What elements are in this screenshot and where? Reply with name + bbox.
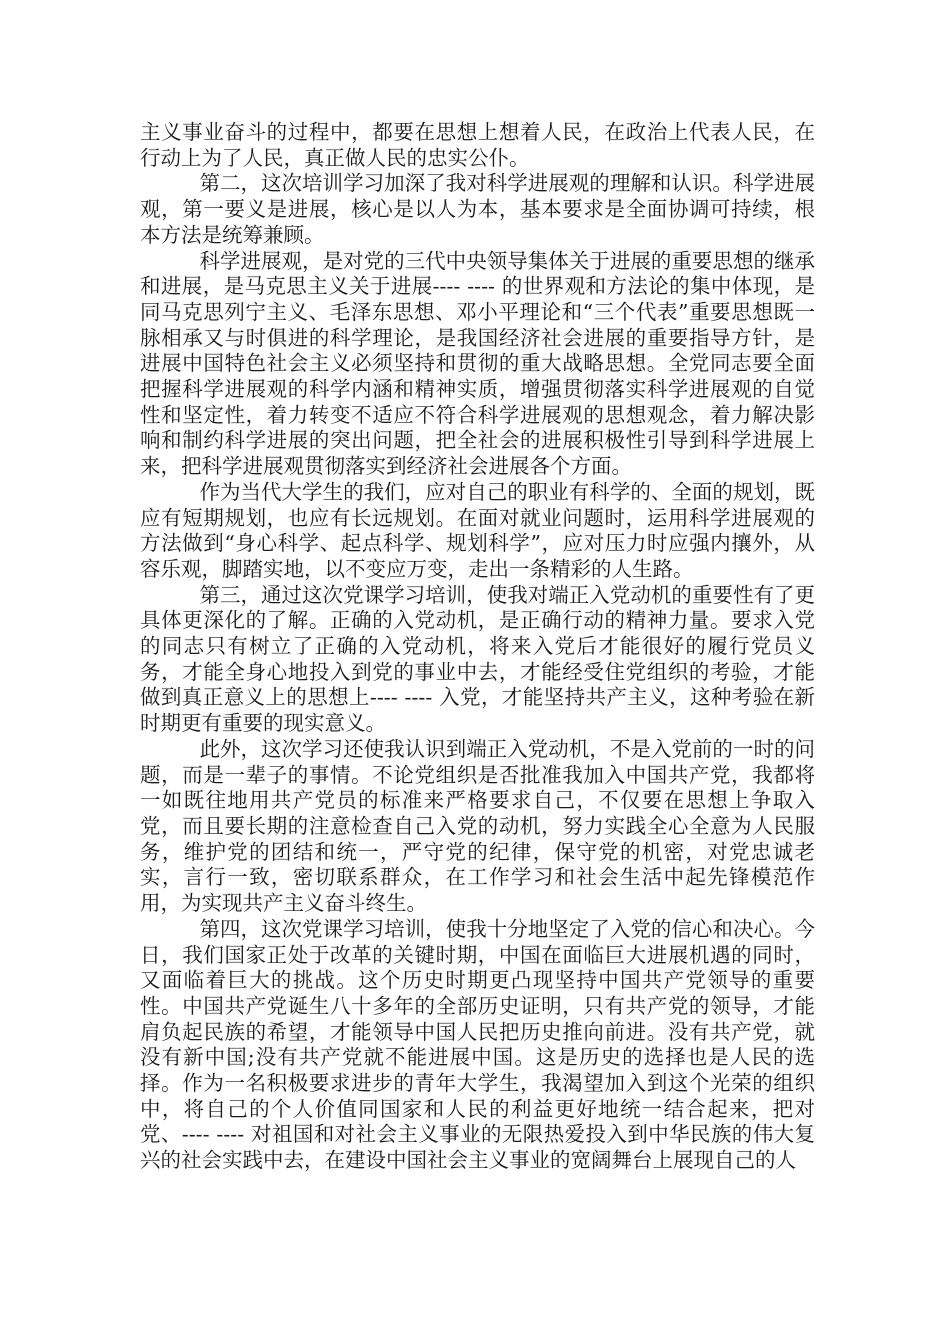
paragraph-5: 第三，通过这次党课学习培训，使我对端正入党动机的重要性有了更具体更深化的了解。正确的入党动机，是正确行动的精神力量。要求入党的同志只有树立了正确的入党动机，将来入党后才能很好的履行党员义务，才能全身心地投入到党的事业中去，才能经受住党组织的考验，才能做到真正意义上的思想上---- ---- 入党，才能坚持共产主义，这种考验在新时期更有重要的现实意义。 [140, 582, 815, 736]
paragraph-7: 第四，这次党课学习培训，使我十分地坚定了入党的信心和决心。今日，我们国家正处于改革的关键时期，中国在面临巨大进展机遇的同时，又面临着巨大的挑战。这个历史时期更凸现坚持中国共产党领导的重要性。中国共产党诞生八十多年的全部历史证明，只有共产党的领导，才能肩负起民族的希望，才能领导中国人民把历史推向前进。没有共产党，就没有新中国;没有共产党就不能进展中国。这是历史的选择也是人民的选择。作为一名积极要求进步的青年大学生，我渴望加入到这个光荣的组织中，将自己的个人价值同国家和人民的利益更好地统一结合起来，把对党、---- ---- 对祖国和对社会主义事业的无限热爱投入到中华民族的伟大复兴的社会实践中去，在建设中国社会主义事业的宽阔舞台上展现自己的人 [140, 916, 815, 1173]
document-page [140, 120, 815, 1174]
paragraph-6: 此外，这次学习还使我认识到端正入党动机，不是入党前的一时的问题，而是一辈子的事情。不论党组织是否批准我加入中国共产党，我都将一如既往地用共产党员的标准来严格要求自己，不仅要在思想上争取入党，而且要长期的注意检查自己入党的动机，努力实践全心全意为人民服务，维护党的团结和统一，严守党的纪律，保守党的机密，对党忠诚老实，言行一致，密切联系群众，在工作学习和社会生活中起先锋模范作用，为实现共产主义奋斗终生。 [140, 736, 815, 916]
paragraph-4: 作为当代大学生的我们，应对自己的职业有科学的、全面的规划，既应有短期规划，也应有长远规划。在面对就业问题时，运用科学进展观的方法做到“身心科学、起点科学、规划科学”，应对压力时应强内攘外，从容乐观，脚踏实地，以不变应万变，走出一条精彩的人生路。 [140, 479, 815, 581]
paragraph-2: 第二，这次培训学习加深了我对科学进展观的理解和认识。科学进展观，第一要义是进展，核心是以人为本，基本要求是全面协调可持续，根本方法是统筹兼顾。 [140, 171, 815, 247]
paragraph-1: 主义事业奋斗的过程中，都要在思想上想着人民，在政治上代表人民，在行动上为了人民，真正做人民的忠实公仆。 [140, 120, 815, 170]
paragraph-3: 科学进展观，是对党的三代中央领导集体关于进展的重要思想的继承和进展，是马克思主义关于进展---- ---- 的世界观和方法论的集中体现，是同马克思列宁主义、毛泽东思想、邓小平理论和“三个代表”重要思想既一脉相承又与时俱进的科学理论，是我国经济社会进展的重要指导方针，是进展中国特色社会主义必须坚持和贯彻的重大战略思想。全党同志要全面把握科学进展观的科学内涵和精神实质，增强贯彻落实科学进展观的自觉性和坚定性，着力转变不适应不符合科学进展观的思想观念，着力解决影响和制约科学进展的突出问题，把全社会的进展积极性引导到科学进展上来，把科学进展观贯彻落实到经济社会进展各个方面。 [140, 248, 815, 479]
